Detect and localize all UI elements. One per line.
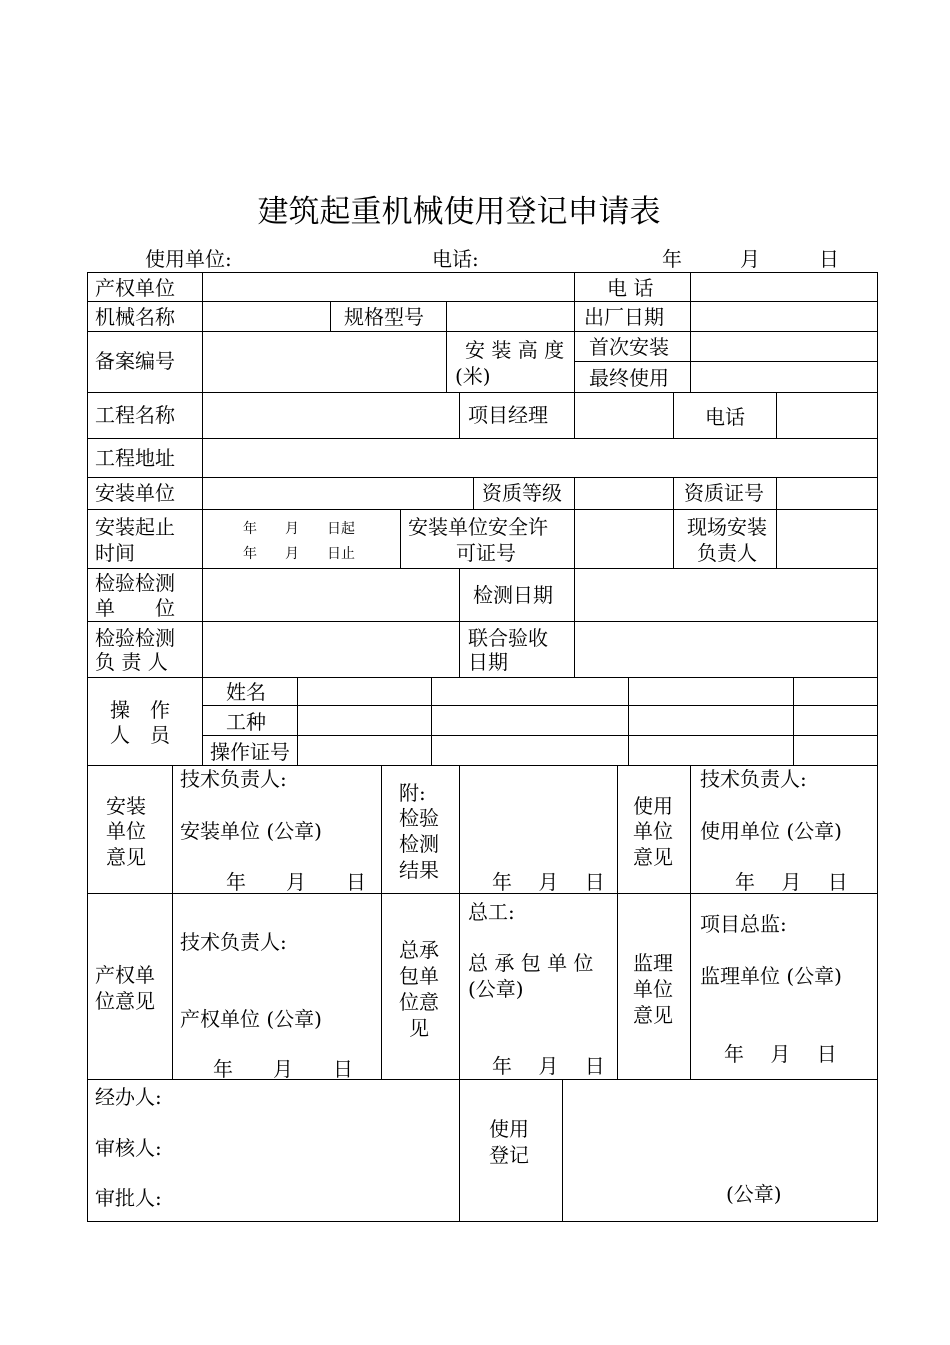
owner-opinion-date: 年 月 日	[213, 1057, 353, 1081]
supervision-opinion-label-3: 意见	[633, 1003, 673, 1027]
time-end-text: 年 月 日止	[243, 546, 355, 562]
gc-opinion-label-2: 包单	[399, 964, 439, 988]
operator-name-label: 姓名	[226, 680, 266, 704]
use-registration-label-2: 登记	[489, 1143, 529, 1167]
install-height-label: 安 装 高 度	[465, 338, 565, 362]
chief-engineer-label: 总工:	[468, 900, 515, 924]
gc-opinion-label-1: 总承	[399, 938, 439, 962]
owner-unit-label: 产权单位	[95, 276, 175, 300]
final-use-label: 最终使用	[589, 366, 669, 390]
attach-label-1: 附:	[399, 781, 426, 805]
machine-name-label: 机械名称	[95, 305, 175, 329]
factory-date-label: 出厂日期	[584, 305, 664, 329]
gc-opinion-label-3: 位意	[399, 990, 439, 1014]
project-manager-label: 项目经理	[468, 403, 548, 427]
use-opinion-label-1: 使用	[633, 794, 673, 818]
header-day: 日	[819, 247, 839, 271]
phone2-label: 电话	[705, 405, 745, 429]
owner-unit-seal: 产权单位 (公章)	[180, 1007, 322, 1031]
install-opinion-date: 年 月 日	[226, 870, 366, 894]
inspect-person-label: 检验检测	[95, 626, 175, 650]
owner-opinion-label-2: 位意见	[95, 989, 155, 1013]
install-unit-label: 安装单位	[95, 481, 175, 505]
chief-supervisor-label: 项目总监:	[700, 912, 787, 936]
phone-cell-label: 电 话	[607, 276, 654, 300]
reviewer-label: 审核人:	[95, 1136, 162, 1160]
site-lead-label-2: 负责人	[697, 541, 757, 565]
handler-label: 经办人:	[95, 1085, 162, 1109]
time-start-text: 年 月 日起	[243, 521, 355, 537]
inspect-unit-label-2: 单 位	[95, 596, 175, 620]
approver-label: 审批人:	[95, 1186, 162, 1210]
operators-label-2: 人 员	[110, 723, 170, 747]
supervision-opinion-label-1: 监理	[633, 951, 673, 975]
joint-accept-label-2: 日期	[468, 650, 508, 674]
attach-label-3: 检测	[399, 832, 439, 856]
attach-label-4: 结果	[399, 858, 439, 882]
use-tech-lead: 技术负责人:	[700, 767, 807, 791]
use-opinion-label-3: 意见	[633, 845, 673, 869]
supervision-seal: 监理单位 (公章)	[700, 964, 842, 988]
install-opinion-label-1: 安装	[106, 794, 146, 818]
install-height-unit: (米)	[455, 364, 491, 388]
install-tech-lead: 技术负责人:	[180, 767, 287, 791]
first-install-label: 首次安装	[589, 335, 669, 359]
operators-label: 操 作	[110, 698, 170, 722]
page-title: 建筑起重机械使用登记申请表	[257, 194, 661, 230]
operator-trade-label: 工种	[226, 710, 266, 734]
qual-level-label: 资质等级	[482, 481, 562, 505]
header-year: 年	[662, 247, 682, 271]
header-month: 月	[740, 247, 760, 271]
install-time-label-2: 时间	[95, 541, 135, 565]
project-address-label: 工程地址	[95, 446, 175, 470]
model-label: 规格型号	[344, 305, 424, 329]
attach-date: 年 月 日	[492, 870, 605, 894]
inspect-date-label: 检测日期	[473, 583, 553, 607]
supervision-opinion-date: 年 月 日	[724, 1042, 837, 1066]
use-unit-seal: 使用单位 (公章)	[700, 819, 842, 843]
gc-opinion-date: 年 月 日	[492, 1054, 605, 1078]
install-opinion-label-3: 意见	[106, 845, 146, 869]
joint-accept-label: 联合验收	[468, 626, 548, 650]
use-opinion-date: 年 月 日	[735, 870, 848, 894]
registration-seal: (公章)	[726, 1182, 782, 1206]
use-unit-label: 使用单位:	[145, 247, 232, 271]
gc-seal-1: 总 承 包 单 位	[468, 951, 594, 975]
supervision-opinion-label-2: 单位	[633, 977, 673, 1001]
phone-label: 电话:	[432, 247, 479, 271]
safety-permit-label: 安装单位安全许	[408, 515, 548, 539]
install-opinion-label-2: 单位	[106, 819, 146, 843]
operator-cert-label: 操作证号	[210, 740, 290, 764]
install-unit-seal: 安装单位 (公章)	[180, 819, 322, 843]
qual-cert-label: 资质证号	[684, 481, 764, 505]
project-name-label: 工程名称	[95, 403, 175, 427]
attach-label-2: 检验	[399, 806, 439, 830]
inspect-person-label-2: 负 责 人	[95, 650, 168, 674]
use-opinion-label-2: 单位	[633, 819, 673, 843]
install-time-label: 安装起止	[95, 515, 175, 539]
record-no-label: 备案编号	[95, 349, 175, 373]
use-registration-label-1: 使用	[489, 1117, 529, 1141]
inspect-unit-label: 检验检测	[95, 571, 175, 595]
owner-tech-lead: 技术负责人:	[180, 930, 287, 954]
gc-opinion-label-4: 见	[409, 1016, 429, 1040]
safety-permit-label-2: 可证号	[456, 541, 516, 565]
gc-seal-2: (公章)	[468, 977, 524, 1001]
owner-opinion-label-1: 产权单	[95, 963, 155, 987]
site-lead-label: 现场安装	[687, 515, 767, 539]
